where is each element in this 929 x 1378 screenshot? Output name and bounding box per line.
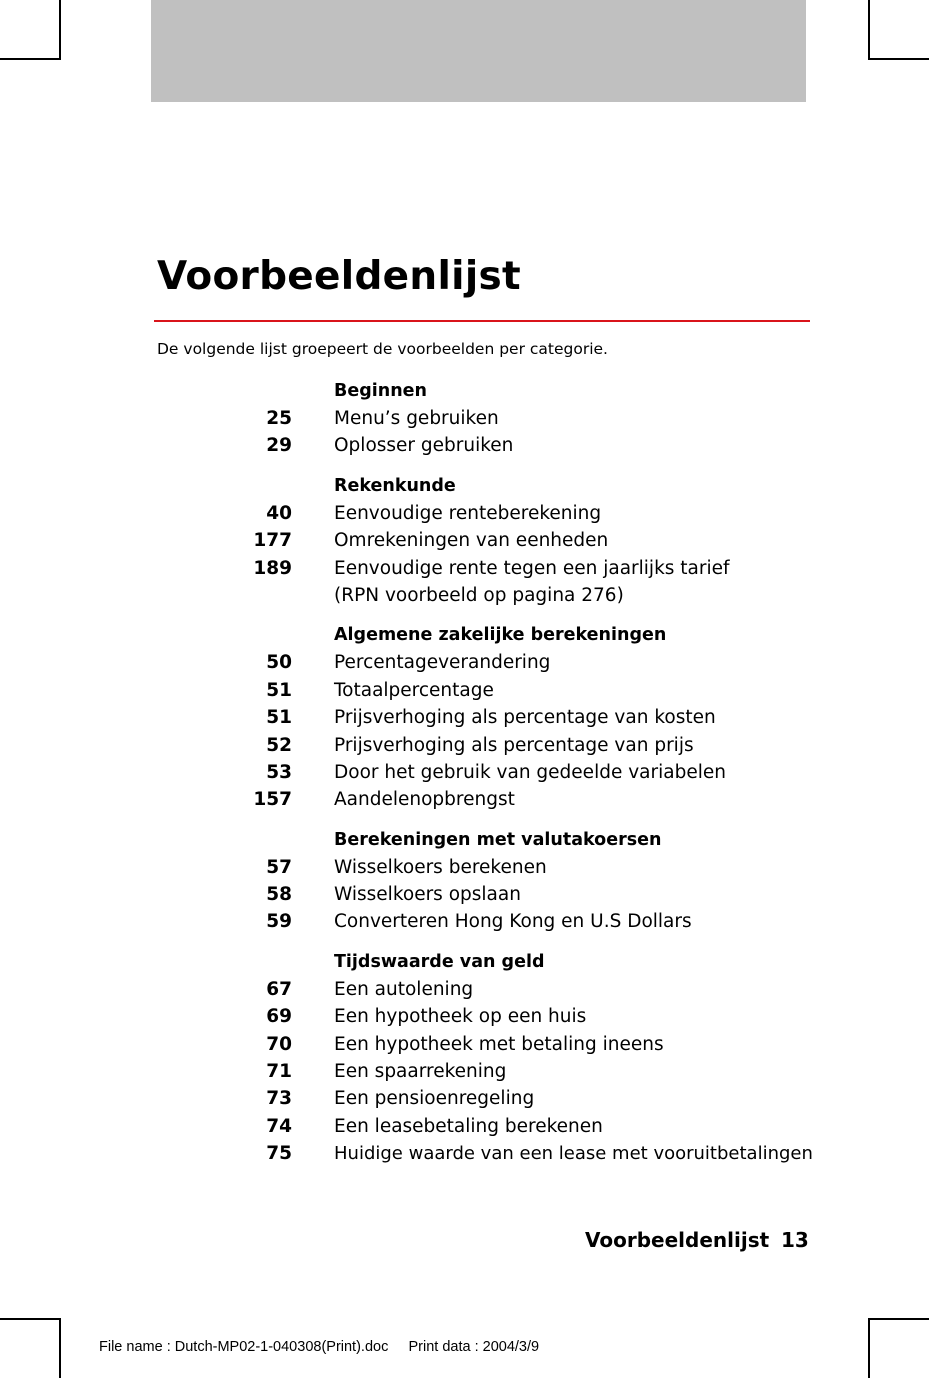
example-title: Eenvoudige renteberekening bbox=[334, 502, 602, 524]
crop-mark-top-right-horizontal bbox=[868, 58, 929, 60]
list-item bbox=[0, 527, 929, 554]
list-item bbox=[0, 732, 929, 759]
example-title: Menu’s gebruiken bbox=[334, 408, 499, 429]
header-gray-bar bbox=[151, 0, 806, 102]
list-item bbox=[0, 555, 929, 610]
page-number: 40 bbox=[266, 502, 292, 524]
list-item bbox=[0, 649, 929, 676]
print-date: Print data : 2004/3/9 bbox=[408, 1339, 540, 1355]
example-title: Prijsverhoging als percentage van kosten bbox=[334, 707, 716, 729]
page-number: 73 bbox=[266, 1088, 292, 1110]
example-title: Converteren Hong Kong en U.S Dollars bbox=[334, 911, 692, 933]
example-title: Een spaarrekening bbox=[334, 1061, 507, 1083]
example-title: Percentageverandering bbox=[334, 652, 551, 674]
title-rule bbox=[154, 320, 810, 322]
intro-text: De volgende lijst groepeert de voorbeelden per categorie. bbox=[157, 340, 608, 358]
list-item bbox=[0, 677, 929, 704]
example-title: Wisselkoers berekenen bbox=[334, 856, 547, 878]
example-title: Prijsverhoging als percentage van prijs bbox=[334, 734, 694, 756]
crop-mark-top-right-vertical bbox=[868, 0, 870, 60]
page-title: Voorbeeldenlijst bbox=[157, 254, 521, 299]
page-number: 74 bbox=[266, 1115, 292, 1137]
list-item bbox=[0, 704, 929, 731]
example-title: Oplosser gebruiken bbox=[334, 435, 514, 457]
page-number: 51 bbox=[266, 679, 292, 701]
list-item bbox=[0, 976, 929, 1003]
list-item bbox=[0, 908, 929, 935]
crop-mark-bottom-left-horizontal bbox=[0, 1318, 60, 1320]
page-number: 29 bbox=[266, 435, 292, 457]
category-title: Berekeningen met valutakoersen bbox=[334, 829, 662, 850]
category-title: Beginnen bbox=[334, 381, 427, 401]
example-title: Omrekeningen van eenheden bbox=[334, 530, 609, 552]
category-title: Tijdswaarde van geld bbox=[334, 951, 545, 972]
file-name: File name : Dutch-MP02-1-040308(Print).doc bbox=[99, 1339, 389, 1355]
list-item bbox=[0, 1058, 929, 1085]
file-info bbox=[99, 1339, 539, 1355]
page-number: 57 bbox=[266, 856, 292, 878]
list-item bbox=[0, 405, 929, 432]
page-number: 70 bbox=[266, 1033, 292, 1055]
list-item bbox=[0, 854, 929, 881]
category-beginnen bbox=[0, 378, 929, 460]
list-item bbox=[0, 1031, 929, 1058]
category-algemene-zakelijke-berekeningen bbox=[0, 622, 929, 813]
example-title: Een autolening bbox=[334, 978, 474, 1000]
page-number: 75 bbox=[266, 1143, 292, 1165]
list-item bbox=[0, 1113, 929, 1140]
example-list bbox=[0, 378, 929, 1181]
list-item bbox=[0, 1003, 929, 1030]
example-title: Een hypotheek met betaling ineens bbox=[334, 1033, 664, 1055]
crop-mark-top-left-horizontal bbox=[0, 58, 60, 60]
page-number: 53 bbox=[266, 761, 292, 783]
category-title: Rekenkunde bbox=[334, 475, 456, 496]
footer-page-number: 13 bbox=[781, 1228, 809, 1252]
example-title: Door het gebruik van gedeelde variabelen bbox=[334, 761, 726, 783]
example-title: Aandelenopbrengst bbox=[334, 789, 515, 811]
page-number: 69 bbox=[266, 1006, 292, 1028]
category-title: Algemene zakelijke berekeningen bbox=[334, 625, 667, 646]
crop-mark-bottom-right-horizontal bbox=[868, 1318, 929, 1320]
list-item bbox=[0, 500, 929, 527]
example-title: Een hypotheek op een huis bbox=[334, 1006, 587, 1028]
category-berekeningen-met-valutakoersen bbox=[0, 827, 929, 936]
page-number: 157 bbox=[253, 789, 292, 811]
page-number: 177 bbox=[253, 530, 292, 552]
page-number: 189 bbox=[253, 557, 292, 579]
page-number: 50 bbox=[266, 652, 292, 674]
example-title: Een pensioenregeling bbox=[334, 1088, 535, 1110]
list-item bbox=[0, 432, 929, 459]
list-item bbox=[0, 881, 929, 908]
example-title: Eenvoudige rente tegen een jaarlijks tarief (RPN voorbeeld op pagina 276) bbox=[334, 557, 730, 606]
example-title: Wisselkoers opslaan bbox=[334, 884, 521, 906]
example-title: Een leasebetaling berekenen bbox=[334, 1115, 603, 1137]
page-number: 71 bbox=[266, 1061, 292, 1083]
list-item bbox=[0, 786, 929, 813]
list-item bbox=[0, 1140, 929, 1167]
crop-mark-top-left-vertical bbox=[59, 0, 61, 60]
list-item bbox=[0, 1085, 929, 1112]
list-item bbox=[0, 759, 929, 786]
footer-section-title: Voorbeeldenlijst bbox=[585, 1228, 770, 1252]
category-rekenkunde bbox=[0, 473, 929, 610]
category-tijdswaarde-van-geld bbox=[0, 949, 929, 1168]
example-title: Totaalpercentage bbox=[334, 679, 494, 701]
crop-mark-bottom-right-vertical bbox=[868, 1318, 870, 1378]
page-number: 52 bbox=[266, 734, 292, 756]
page-number: 58 bbox=[266, 884, 292, 906]
page-number: 59 bbox=[266, 911, 292, 933]
page-number: 25 bbox=[266, 408, 292, 429]
page-number: 51 bbox=[266, 707, 292, 729]
page-number: 67 bbox=[266, 978, 292, 1000]
crop-mark-bottom-left-vertical bbox=[59, 1318, 61, 1378]
example-title: Huidige waarde van een lease met vooruitbetalingen bbox=[334, 1143, 813, 1165]
